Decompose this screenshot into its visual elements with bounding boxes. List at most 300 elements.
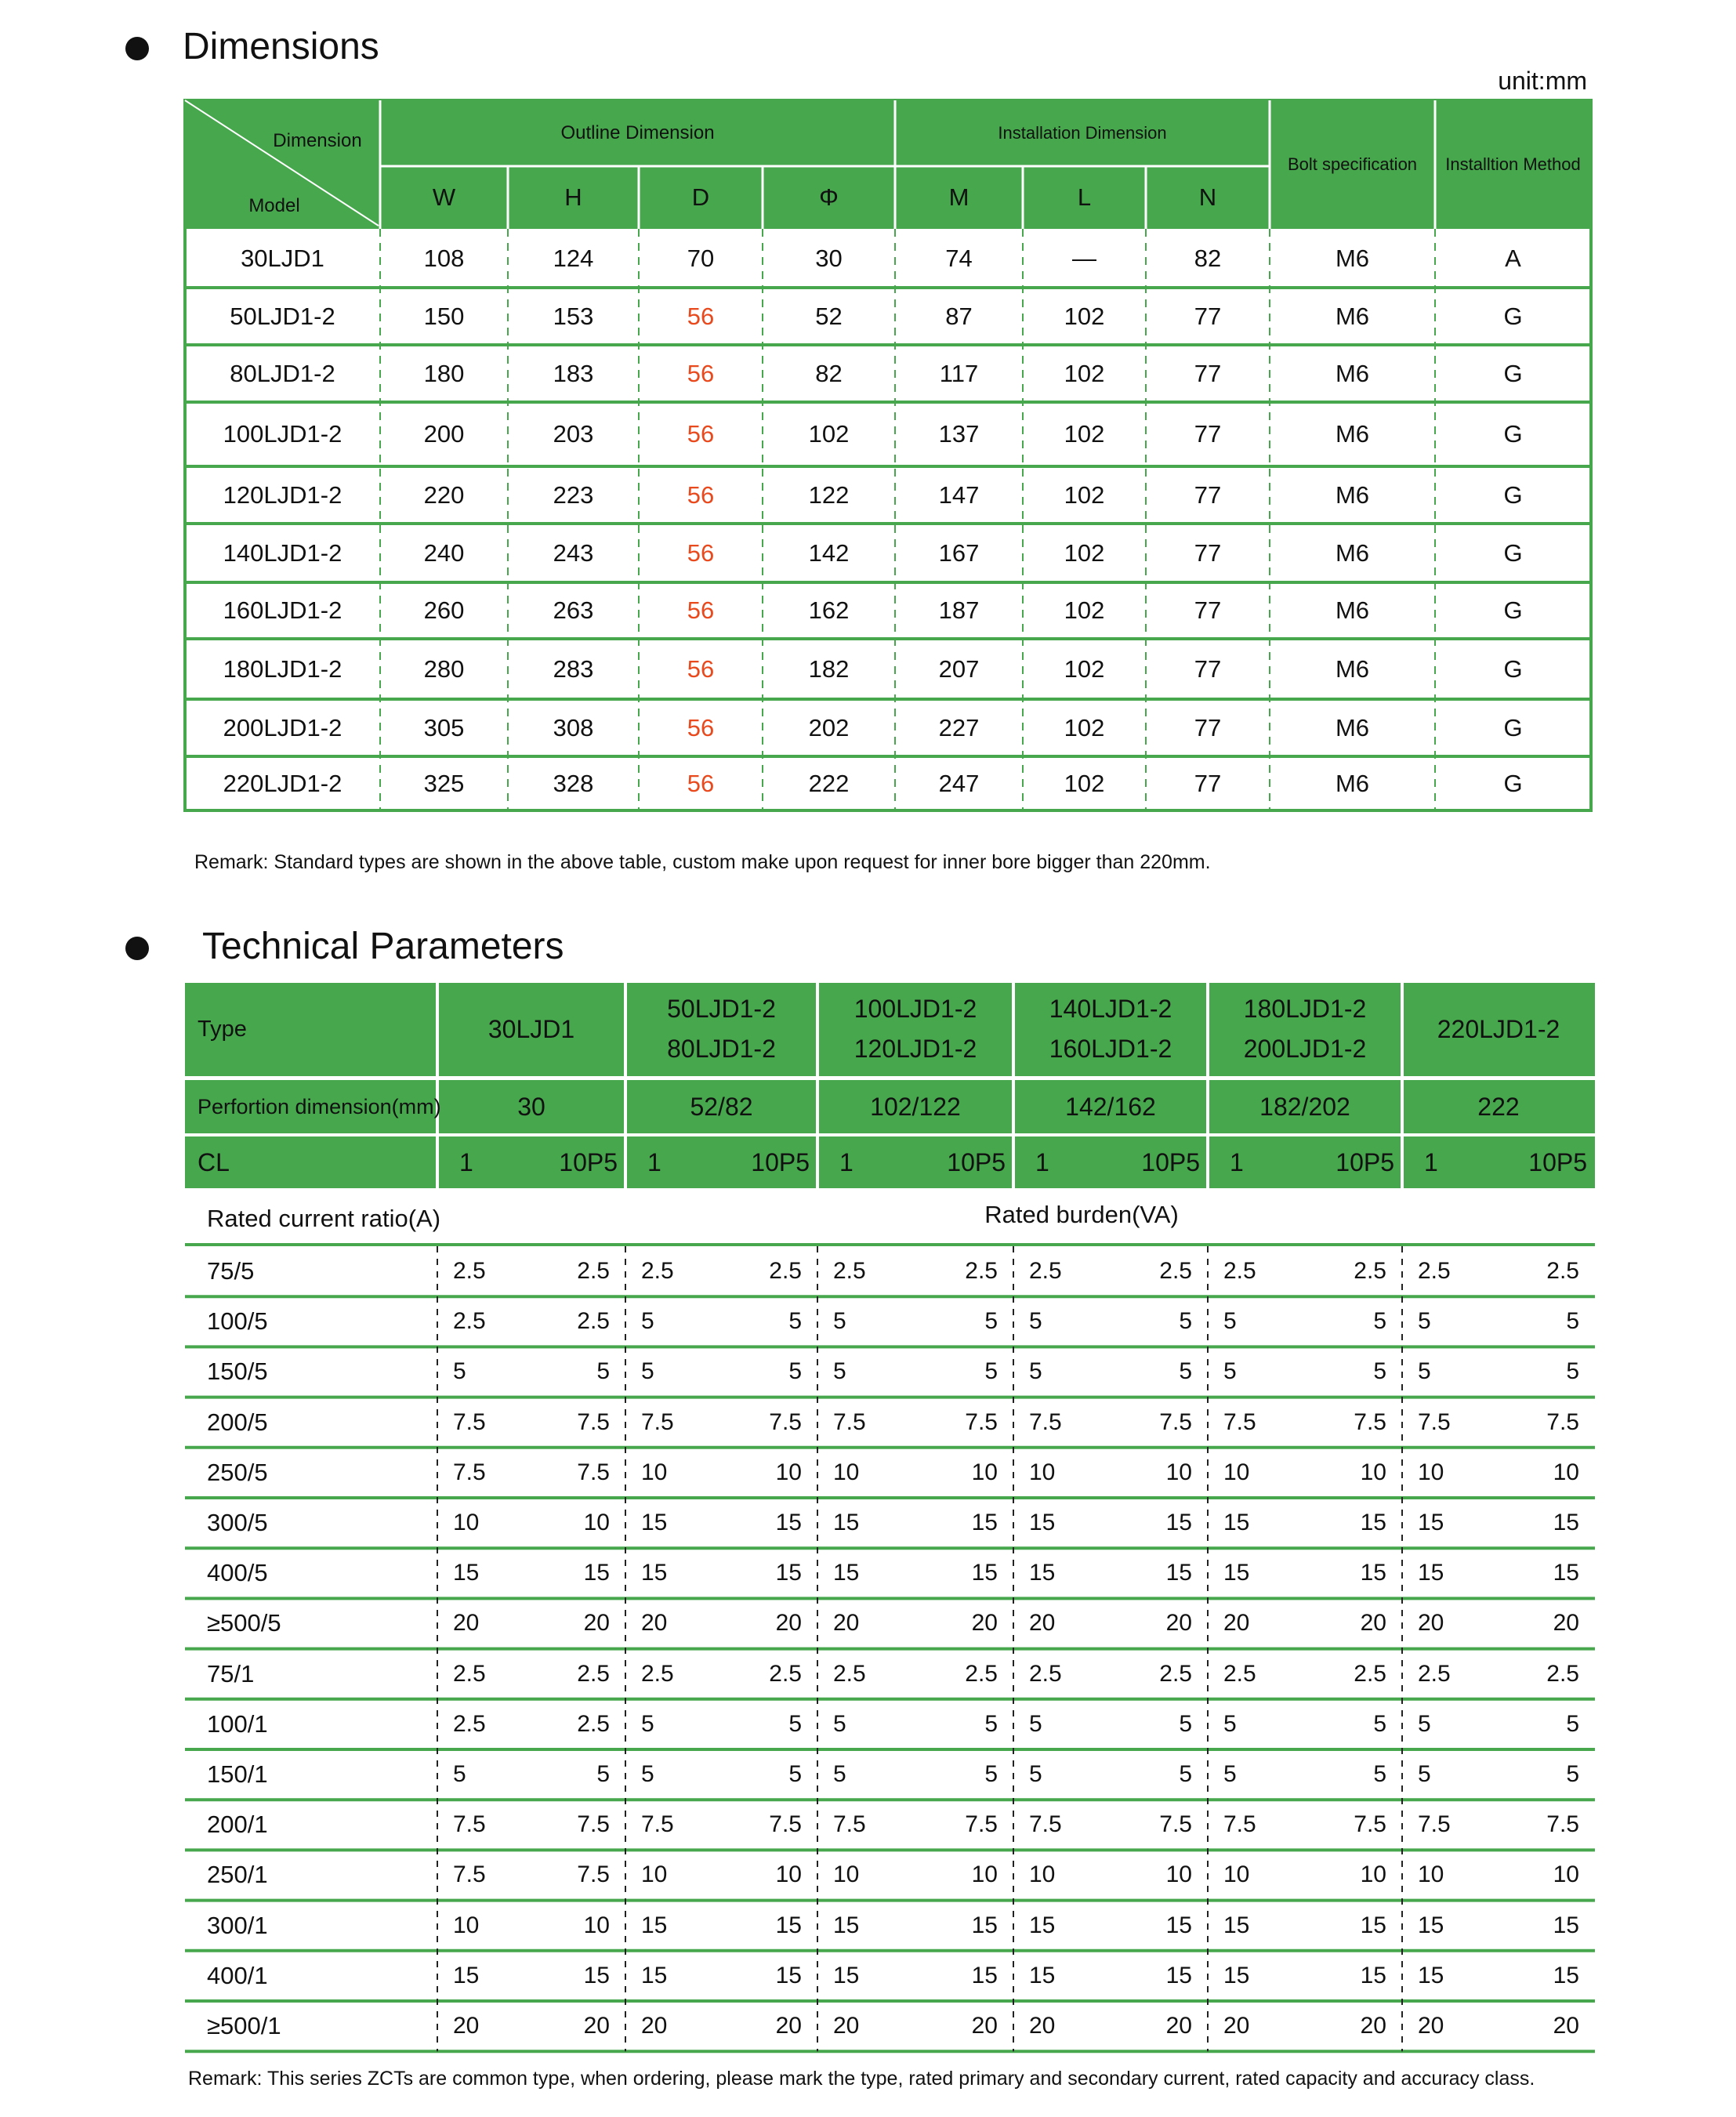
- burden-value: 15: [1553, 1962, 1579, 1988]
- burden-value: 20: [1553, 2013, 1579, 2039]
- burden-value: 20: [1223, 1610, 1250, 1637]
- burden-value: 5: [1179, 1358, 1192, 1385]
- dim-cell-M: 167: [938, 538, 980, 567]
- dim-cell-Phi: 82: [815, 359, 843, 387]
- burden-value: 7.5: [1029, 1811, 1062, 1838]
- burden-value: 2.5: [577, 1660, 610, 1687]
- burden-value: 5: [984, 1308, 998, 1335]
- burden-value: 2.5: [453, 1308, 486, 1335]
- burden-value: 5: [1418, 1710, 1431, 1737]
- burden-value: 15: [1029, 1912, 1056, 1938]
- burden-value: 5: [833, 1308, 846, 1335]
- burden-value: 5: [788, 1710, 802, 1737]
- dim-cell-M: 187: [938, 596, 980, 624]
- burden-value: 10: [641, 1459, 668, 1485]
- burden-value: 15: [1223, 1962, 1250, 1988]
- burden-value: 20: [775, 1610, 802, 1637]
- dim-cell-H: 124: [553, 244, 594, 272]
- burden-value: 20: [453, 1610, 480, 1637]
- burden-value: 2.5: [833, 1660, 866, 1687]
- burden-value: 20: [1029, 2013, 1056, 2039]
- dim-cell-Phi: 52: [815, 302, 843, 330]
- burden-value: 15: [1165, 1560, 1192, 1586]
- burden-value: 7.5: [1223, 1408, 1256, 1435]
- dim-cell-N: 77: [1194, 769, 1222, 797]
- dim-cell-method: G: [1503, 596, 1523, 624]
- dim-cell-D: 56: [687, 713, 715, 741]
- burden-value: 15: [1360, 1560, 1386, 1586]
- dim-cell-N: 77: [1194, 302, 1222, 330]
- dim-cell-bolt: M6: [1335, 359, 1370, 387]
- burden-value: 15: [1029, 1962, 1056, 1988]
- dim-cell-H: 153: [553, 302, 594, 330]
- dim-cell-bolt: M6: [1335, 713, 1370, 741]
- burden-value: 5: [788, 1761, 802, 1788]
- burden-value: 10: [1223, 1861, 1250, 1888]
- burden-value: 15: [833, 1510, 860, 1536]
- burden-value: 5: [1179, 1710, 1192, 1737]
- burden-value: 15: [1418, 1912, 1444, 1938]
- burden-value: 15: [641, 1560, 668, 1586]
- burden-value: 5: [1223, 1761, 1237, 1788]
- burden-value: 7.5: [453, 1459, 486, 1485]
- dim-cell-W: 240: [423, 538, 465, 567]
- burden-value: 2.5: [1418, 1258, 1451, 1285]
- dim-cell-model: 30LJD1: [241, 244, 324, 272]
- burden-value: 15: [971, 1912, 998, 1938]
- burden-value: 15: [1553, 1510, 1579, 1536]
- burden-value: 2.5: [1029, 1660, 1062, 1687]
- burden-value: 10: [583, 1510, 610, 1536]
- burden-value: 2.5: [577, 1258, 610, 1285]
- dim-cell-Phi: 202: [808, 713, 850, 741]
- burden-value: 20: [1223, 2013, 1250, 2039]
- burden-value: 15: [1418, 1510, 1444, 1536]
- burden-value: 7.5: [577, 1408, 610, 1435]
- burden-value: 2.5: [641, 1258, 674, 1285]
- burden-value: 5: [1566, 1358, 1579, 1385]
- dim-cell-Phi: 162: [808, 596, 850, 624]
- header-installation-dimension: Installation Dimension: [998, 123, 1167, 143]
- dim-cell-L: 102: [1064, 420, 1105, 448]
- burden-value: 15: [1553, 1560, 1579, 1586]
- burden-value: 15: [1418, 1560, 1444, 1586]
- dim-cell-N: 82: [1194, 244, 1222, 272]
- dim-cell-L: 102: [1064, 359, 1105, 387]
- burden-value: 15: [583, 1962, 610, 1988]
- burden-value: 10: [641, 1861, 668, 1888]
- cl-value: 10P5: [1528, 1147, 1587, 1176]
- type-name: 30LJD1: [487, 1015, 575, 1043]
- dim-cell-D: 56: [687, 480, 715, 509]
- dim-cell-W: 280: [423, 654, 465, 683]
- burden-value: 20: [1360, 2013, 1386, 2039]
- dim-cell-model: 80LJD1-2: [230, 359, 335, 387]
- burden-value: 7.5: [1418, 1408, 1451, 1435]
- cl-value: 10P5: [947, 1147, 1006, 1176]
- dim-cell-method: G: [1503, 538, 1523, 567]
- dim-cell-model: 200LJD1-2: [223, 713, 342, 741]
- burden-value: 7.5: [453, 1861, 486, 1888]
- burden-value: 20: [641, 1610, 668, 1637]
- burden-value: 20: [583, 1610, 610, 1637]
- rated-burden-label: Rated burden(VA): [984, 1201, 1179, 1228]
- dim-cell-L: 102: [1064, 596, 1105, 624]
- burden-value: 10: [1553, 1459, 1579, 1485]
- burden-value: 5: [1223, 1358, 1237, 1385]
- dim-cell-D: 56: [687, 359, 715, 387]
- dim-cell-M: 74: [945, 244, 973, 272]
- cl-value: 10P5: [751, 1147, 810, 1176]
- burden-value: 5: [1029, 1710, 1042, 1737]
- dim-cell-Phi: 30: [815, 244, 843, 272]
- burden-value: 10: [1029, 1861, 1056, 1888]
- burden-value: 2.5: [1354, 1258, 1386, 1285]
- header-outline-dimension: Outline Dimension: [560, 122, 715, 143]
- burden-value: 10: [1360, 1861, 1386, 1888]
- burden-value: 10: [775, 1861, 802, 1888]
- ratio-label: 100/5: [207, 1307, 268, 1336]
- type-label: Type: [198, 1017, 247, 1042]
- header-col-4: M: [948, 183, 969, 211]
- cl-value: 1: [459, 1147, 473, 1176]
- burden-value: 10: [1029, 1459, 1056, 1485]
- burden-value: 15: [1223, 1912, 1250, 1938]
- burden-value: 20: [1360, 1610, 1386, 1637]
- burden-value: 15: [1165, 1912, 1192, 1938]
- ratio-label: 75/5: [207, 1257, 255, 1285]
- burden-value: 20: [971, 2013, 998, 2039]
- dim-cell-H: 203: [553, 420, 594, 448]
- burden-value: 5: [641, 1710, 654, 1737]
- cl-value: 1: [1035, 1147, 1049, 1176]
- burden-value: 10: [833, 1459, 860, 1485]
- dim-cell-M: 147: [938, 480, 980, 509]
- burden-value: 5: [984, 1761, 998, 1788]
- dim-cell-bolt: M6: [1335, 420, 1370, 448]
- burden-value: 15: [1553, 1912, 1579, 1938]
- burden-value: 5: [788, 1308, 802, 1335]
- header-col-3: Φ: [819, 183, 839, 211]
- burden-value: 15: [453, 1560, 480, 1586]
- ratio-label: 400/5: [207, 1559, 268, 1587]
- type-name: 140LJD1-2: [1049, 994, 1172, 1023]
- burden-value: 15: [1223, 1560, 1250, 1586]
- dim-cell-Phi: 222: [808, 769, 850, 797]
- burden-value: 5: [1223, 1710, 1237, 1737]
- dim-cell-method: G: [1503, 480, 1523, 509]
- burden-value: 5: [1179, 1761, 1192, 1788]
- dim-cell-W: 200: [423, 420, 465, 448]
- dimensions-title: Dimensions: [183, 26, 379, 67]
- dim-cell-method: A: [1505, 244, 1521, 272]
- burden-value: 2.5: [577, 1710, 610, 1737]
- burden-value: 7.5: [1159, 1408, 1192, 1435]
- dim-cell-M: 207: [938, 654, 980, 683]
- dim-cell-N: 77: [1194, 713, 1222, 741]
- dim-cell-model: 50LJD1-2: [230, 302, 335, 330]
- dim-cell-D: 56: [687, 538, 715, 567]
- dim-cell-W: 180: [423, 359, 465, 387]
- dim-cell-N: 77: [1194, 480, 1222, 509]
- burden-value: 5: [1566, 1710, 1579, 1737]
- burden-value: 10: [971, 1459, 998, 1485]
- burden-value: 5: [1223, 1308, 1237, 1335]
- burden-value: 5: [1179, 1308, 1192, 1335]
- technical-remark: Remark: This series ZCTs are common type, when ordering, please mark the type, rated primary and secondary current, rated capacity and accuracy class.: [188, 2068, 1535, 2090]
- burden-value: 2.5: [577, 1308, 610, 1335]
- dim-cell-model: 220LJD1-2: [223, 769, 342, 797]
- dim-cell-bolt: M6: [1335, 244, 1370, 272]
- dim-cell-L: 102: [1064, 480, 1105, 509]
- dim-cell-H: 183: [553, 359, 594, 387]
- burden-value: 7.5: [833, 1811, 866, 1838]
- burden-value: 15: [641, 1912, 668, 1938]
- burden-value: 7.5: [965, 1408, 998, 1435]
- dim-cell-L: 102: [1064, 713, 1105, 741]
- dim-cell-method: G: [1503, 769, 1523, 797]
- burden-value: 5: [1029, 1308, 1042, 1335]
- dim-cell-model: 160LJD1-2: [223, 596, 342, 624]
- dim-cell-L: 102: [1064, 654, 1105, 683]
- cl-value: 1: [839, 1147, 854, 1176]
- header-bolt-spec: Bolt specification: [1287, 154, 1418, 174]
- burden-value: 10: [1418, 1861, 1444, 1888]
- burden-value: 7.5: [965, 1811, 998, 1838]
- ratio-label: 250/1: [207, 1861, 268, 1889]
- cl-value: 1: [1230, 1147, 1244, 1176]
- dim-cell-N: 77: [1194, 420, 1222, 448]
- burden-value: 15: [775, 1962, 802, 1988]
- burden-value: 5: [1373, 1308, 1386, 1335]
- burden-value: 15: [1029, 1560, 1056, 1586]
- burden-value: 20: [583, 2013, 610, 2039]
- burden-value: 10: [833, 1861, 860, 1888]
- dim-cell-model: 180LJD1-2: [223, 654, 342, 683]
- ratio-label: 300/5: [207, 1509, 268, 1537]
- type-name: 200LJD1-2: [1243, 1034, 1367, 1063]
- burden-value: 20: [1553, 1610, 1579, 1637]
- ratio-label: 75/1: [207, 1659, 255, 1687]
- dim-cell-bolt: M6: [1335, 538, 1370, 567]
- dim-cell-D: 70: [687, 244, 715, 272]
- perforation-value: 30: [517, 1092, 545, 1121]
- header-dimension: Dimension: [273, 130, 362, 151]
- burden-value: 2.5: [965, 1660, 998, 1687]
- dim-cell-L: 102: [1064, 302, 1105, 330]
- dim-cell-L: —: [1072, 244, 1096, 272]
- ratio-label: 400/1: [207, 1961, 268, 1989]
- dim-cell-H: 223: [553, 480, 594, 509]
- dim-cell-D: 56: [687, 596, 715, 624]
- dim-cell-W: 150: [423, 302, 465, 330]
- dim-cell-method: G: [1503, 359, 1523, 387]
- dim-cell-M: 117: [939, 359, 979, 387]
- dim-cell-L: 102: [1064, 538, 1105, 567]
- burden-value: 2.5: [769, 1258, 802, 1285]
- burden-value: 2.5: [1546, 1660, 1579, 1687]
- dim-cell-H: 308: [553, 713, 594, 741]
- burden-value: 5: [596, 1761, 610, 1788]
- ratio-label: 200/1: [207, 1811, 268, 1839]
- burden-value: 2.5: [1418, 1660, 1451, 1687]
- dim-cell-model: 140LJD1-2: [223, 538, 342, 567]
- dim-cell-N: 77: [1194, 596, 1222, 624]
- dim-cell-M: 227: [938, 713, 980, 741]
- header-install-method: Installtion Method: [1445, 154, 1581, 174]
- dim-cell-model: 100LJD1-2: [223, 420, 342, 448]
- dim-cell-Phi: 102: [808, 420, 850, 448]
- burden-value: 15: [1418, 1962, 1444, 1988]
- type-name: 120LJD1-2: [854, 1034, 977, 1063]
- burden-value: 15: [971, 1510, 998, 1536]
- dim-cell-M: 87: [945, 302, 973, 330]
- burden-value: 5: [1418, 1761, 1431, 1788]
- burden-value: 2.5: [1223, 1660, 1256, 1687]
- burden-value: 7.5: [833, 1408, 866, 1435]
- burden-value: 2.5: [1223, 1258, 1256, 1285]
- burden-value: 5: [1566, 1761, 1579, 1788]
- ratio-label: 100/1: [207, 1709, 268, 1738]
- burden-value: 20: [833, 1610, 860, 1637]
- burden-value: 10: [1553, 1861, 1579, 1888]
- burden-value: 5: [833, 1761, 846, 1788]
- burden-value: 5: [453, 1761, 466, 1788]
- dim-cell-N: 77: [1194, 654, 1222, 683]
- burden-value: 10: [775, 1459, 802, 1485]
- burden-value: 20: [1165, 2013, 1192, 2039]
- burden-value: 10: [583, 1912, 610, 1938]
- burden-value: 15: [641, 1962, 668, 1988]
- burden-value: 5: [1029, 1761, 1042, 1788]
- burden-value: 5: [1373, 1761, 1386, 1788]
- burden-value: 15: [971, 1962, 998, 1988]
- burden-value: 7.5: [1418, 1811, 1451, 1838]
- burden-value: 5: [833, 1358, 846, 1385]
- perforation-value: 182/202: [1259, 1092, 1350, 1121]
- burden-value: 15: [1029, 1510, 1056, 1536]
- header-col-2: D: [691, 183, 710, 211]
- burden-value: 20: [641, 2013, 668, 2039]
- burden-value: 2.5: [453, 1660, 486, 1687]
- burden-value: 7.5: [641, 1811, 674, 1838]
- burden-value: 7.5: [577, 1459, 610, 1485]
- dim-cell-N: 77: [1194, 359, 1222, 387]
- burden-value: 5: [984, 1358, 998, 1385]
- type-name: 100LJD1-2: [854, 994, 977, 1023]
- burden-value: 20: [1165, 1610, 1192, 1637]
- burden-value: 2.5: [1354, 1660, 1386, 1687]
- burden-value: 2.5: [769, 1660, 802, 1687]
- header-col-6: N: [1198, 183, 1217, 211]
- burden-value: 5: [1566, 1308, 1579, 1335]
- burden-value: 5: [1029, 1358, 1042, 1385]
- burden-value: 15: [1223, 1510, 1250, 1536]
- cl-value: 10P5: [559, 1147, 618, 1176]
- burden-value: 20: [971, 1610, 998, 1637]
- dim-cell-bolt: M6: [1335, 769, 1370, 797]
- cl-value: 10P5: [1336, 1147, 1394, 1176]
- burden-value: 10: [1418, 1459, 1444, 1485]
- burden-value: 20: [1029, 1610, 1056, 1637]
- burden-value: 2.5: [833, 1258, 866, 1285]
- ratio-label: ≥500/5: [207, 1609, 281, 1637]
- burden-value: 7.5: [1223, 1811, 1256, 1838]
- burden-value: 10: [1360, 1459, 1386, 1485]
- burden-value: 5: [641, 1358, 654, 1385]
- burden-value: 5: [788, 1358, 802, 1385]
- burden-value: 5: [641, 1761, 654, 1788]
- burden-value: 20: [775, 2013, 802, 2039]
- dim-cell-Phi: 122: [808, 480, 850, 509]
- burden-value: 10: [1223, 1459, 1250, 1485]
- burden-value: 15: [775, 1560, 802, 1586]
- dim-cell-Phi: 142: [808, 538, 850, 567]
- ratio-label: 250/5: [207, 1458, 268, 1486]
- burden-value: 15: [775, 1510, 802, 1536]
- unit-label: unit:mm: [1498, 67, 1587, 95]
- dim-cell-D: 56: [687, 420, 715, 448]
- dim-cell-model: 120LJD1-2: [223, 480, 342, 509]
- dim-cell-bolt: M6: [1335, 302, 1370, 330]
- tech-title: Technical Parameters: [202, 926, 564, 967]
- burden-value: 5: [984, 1710, 998, 1737]
- burden-value: 7.5: [577, 1861, 610, 1888]
- burden-value: 2.5: [965, 1258, 998, 1285]
- burden-value: 5: [833, 1710, 846, 1737]
- dim-cell-W: 305: [423, 713, 465, 741]
- dim-cell-bolt: M6: [1335, 596, 1370, 624]
- type-name: 160LJD1-2: [1049, 1034, 1172, 1063]
- burden-value: 10: [453, 1510, 480, 1536]
- burden-value: 2.5: [1029, 1258, 1062, 1285]
- burden-value: 15: [583, 1560, 610, 1586]
- header-col-1: H: [564, 183, 582, 211]
- burden-value: 15: [971, 1560, 998, 1586]
- header-col-5: L: [1077, 183, 1092, 211]
- header-col-0: W: [432, 183, 456, 211]
- burden-value: 10: [1165, 1459, 1192, 1485]
- burden-value: 5: [641, 1308, 654, 1335]
- perforation-value: 102/122: [870, 1092, 961, 1121]
- ratio-label: ≥500/1: [207, 2012, 281, 2040]
- dim-cell-Phi: 182: [808, 654, 850, 683]
- dim-cell-L: 102: [1064, 769, 1105, 797]
- type-name: 220LJD1-2: [1437, 1015, 1560, 1043]
- burden-value: 15: [1360, 1962, 1386, 1988]
- burden-value: 5: [1418, 1358, 1431, 1385]
- burden-value: 7.5: [453, 1408, 486, 1435]
- burden-value: 7.5: [1159, 1811, 1192, 1838]
- cl-label: CL: [198, 1147, 230, 1176]
- dim-cell-H: 263: [553, 596, 594, 624]
- perforation-value: 52/82: [690, 1092, 753, 1121]
- dim-cell-bolt: M6: [1335, 654, 1370, 683]
- burden-value: 7.5: [453, 1811, 486, 1838]
- dim-cell-method: G: [1503, 420, 1523, 448]
- dim-cell-M: 137: [938, 420, 980, 448]
- dimensions-remark: Remark: Standard types are shown in the above table, custom make upon request for inner bore bigger than 220mm.: [194, 851, 1211, 873]
- burden-value: 7.5: [1354, 1408, 1386, 1435]
- dim-cell-method: G: [1503, 713, 1523, 741]
- dim-cell-method: G: [1503, 302, 1523, 330]
- dim-cell-bolt: M6: [1335, 480, 1370, 509]
- dim-cell-D: 56: [687, 654, 715, 683]
- burden-value: 7.5: [769, 1811, 802, 1838]
- burden-value: 15: [833, 1560, 860, 1586]
- ratio-label: 300/1: [207, 1911, 268, 1939]
- type-name: 180LJD1-2: [1243, 994, 1367, 1023]
